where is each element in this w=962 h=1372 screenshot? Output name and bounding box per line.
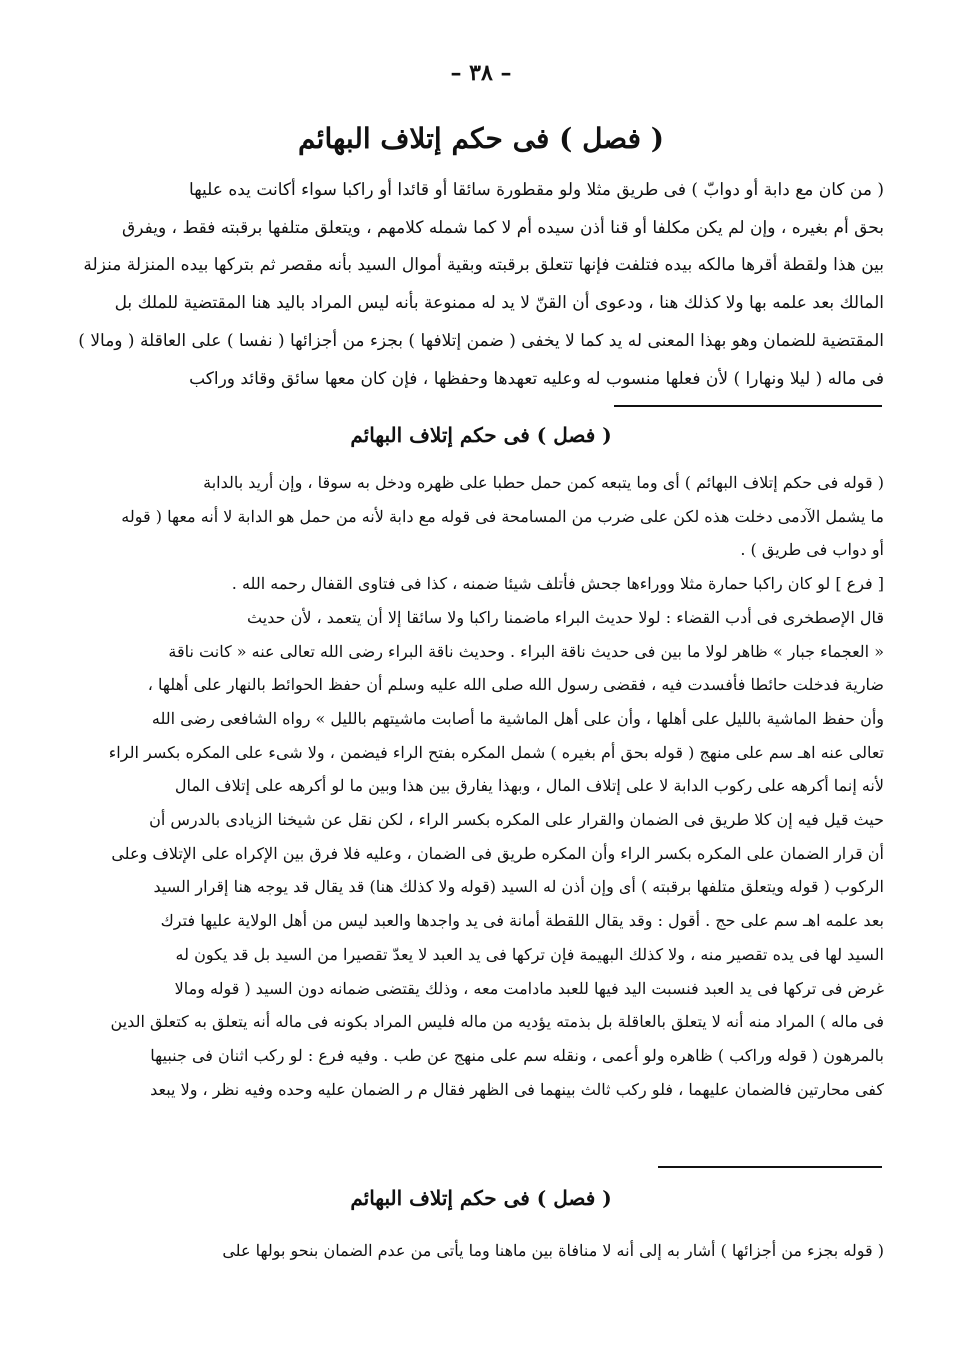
text-line: [ فرع ] لو كان راكبا حمارة مثلا ووراءها جحش فأتلف شيئا ضمنه ، كذا فى فتاوى القفال رحمه الله .	[231, 574, 884, 594]
text-line: ( قوله فى حكم إتلاف البهائم ) أى وما يتبعه كمن حمل حطبا على ظهره ودخل به سوقا ، وإن أريد بالدابة	[203, 473, 884, 492]
text-line: بالمرهون ( قوله وراكب ) ظاهره ولو أعمى ، ونقله سم على منهج عن طب . وفيه فرع : لو ركب اثنان فى جنبيها	[150, 1045, 884, 1065]
text-line: لأنه إنما أكرهه على ركوب الدابة لا على إتلاف المال ، وبهذا يفارق بين هذا وبين ما لو أكرهه على إتلاف المال	[174, 776, 884, 796]
text-line: كفى محارتين فالضمان عليهما ، فلو ركب ثالث بينهما فى الظهر فقال م ر الضمان عليه وحده وفيه نظر ، ولا يبعد	[150, 1079, 884, 1099]
hashiya-section-title: ( فصل ) فى حكم إتلاف البهائم	[350, 423, 612, 447]
text-line: السيد لها فى يده تقصير منه ، ولا كذلك البهيمة فإن تركها فى يد العبد لا يعدّ تقصيرا من السيد بل قد يكون له	[175, 944, 884, 964]
hashiya2-section-title: ( فصل ) فى حكم إتلاف البهائم	[350, 1186, 612, 1210]
matn-text	[78, 172, 884, 398]
text-line: أو دواب فى طريق ) .	[740, 540, 884, 560]
text-line: ( قوله بجزء من أجزائها ) أشار به إلى أنه لا منافاة بين ماهنا وما يأتى من عدم الضمان بنحو بولها على	[222, 1241, 884, 1260]
text-line: فى ماله ( ليلا ونهارا ) لأن فعلها منسوب له وعليه تعهدها وحفظها ، فإن كان معها سائق وقائد وراكب	[189, 368, 884, 389]
text-line: المالك بعد علمه بها ولا كذلك هنا ، ودعوى أن القنّ لا يد له ممنوعة بأنه ليس المراد باليد هنا المقتضية للملك بل	[114, 293, 884, 314]
text-line: ضارية فدخلت حائطا فأفسدت فيه ، فقضى رسول الله صلى الله عليه وسلم أن حفظ الحوائط بالنهار على أهلها ،	[147, 675, 884, 695]
text-line: بين هذا ولقطة أقرها مالكه بيده فتلفت فإنها تتعلق برقبته وبقية أموال السيد بأنه مقصر ثم بتركها بيده المنزلة منزلة	[83, 255, 884, 276]
divider-rule	[614, 405, 882, 407]
matn-section-title: ( فصل ) فى حكم إتلاف البهائم	[298, 122, 664, 155]
text-line: غرض فى تركها فى يد العبد فنسبت اليد فيها للعبد مادامت معه ، وذلك يقتضى ضمانه دون السيد ( قوله ومالا	[174, 978, 884, 998]
text-line: أن قرار الضمان على المكره بكسر الراء وأن المكره طريق فى الضمان ، وعليه فلا فرق بين الإكراه على الإتلاف وعلى	[111, 843, 884, 863]
text-line: تعالى عنه اهـ سم على منهج ( قوله بحق أم بغيره ) شمل المكره بفتح الراء فيضمن ، ولا شىء على المكره بكسر الراء	[108, 742, 884, 762]
text-line: « العجماء جبار » ظاهر لولا ما بين فى حديث ناقة البراء . وحديث ناقة البراء رضى الله تعالى عنه « كانت ناقة	[168, 641, 884, 661]
hashiya-text	[78, 466, 884, 1106]
divider-rule	[658, 1166, 882, 1168]
text-line: بحق أم بغيره ، وإن لم يكن مكلفا أو قنا أذن سيده أم لا كما شمله كلامهم ، ويتعلق متلفها برقبته فقط ، ويفرق	[122, 217, 884, 238]
text-line: ( من كان مع دابة أو دوابّ ) فى طريق مثلا ولو مقطورة سائقا أو قائدا أو راكبا سواء أكانت يده عليها	[189, 180, 884, 200]
text-line: وأن حفظ الماشية بالليل على أهلها ، وأن على أهل الماشية ما أصابت ماشيتهم بالليل » رواه الشافعى رضى الله	[151, 708, 884, 728]
text-line: ما يشمل الآدمى دخلت هذه لكن على ضرب من المسامحة فى قوله مع دابة لأنه من حمل هو الدابة لا أنه معها ( قوله	[121, 506, 884, 526]
text-line: المقتضية للضمان وهو بهذا المعنى له يد كما لا يخفى ( ضمن إتلافها ) بجزء من أجزائها ( نفسا ) على العاقلة ( ومالا )	[78, 330, 884, 351]
text-line: فى ماله ) المراد منه أنه لا يتعلق بالعاقلة بل بذمته يؤديه من ماله فليس المراد بكونه فى ماله أنه يتعلق به كتعلق الدين	[110, 1012, 884, 1032]
text-line: الركوب ( قوله ويتعلق متلفها برقبته ) أى وإن أذن له السيد (قوله ولا كذلك هنا) قد يقال قد يوجه هنا إقرار السيد	[153, 877, 884, 897]
text-line: حيث قيل فيه إن كلا طريق فى الضمان والقرار على المكره بكسر الراء ، لكن نقل عن شيخنا الزيادى بالدرس أن	[149, 810, 884, 830]
text-line: قال الإصطخرى فى أدب القضاء : لولا حديث البراء ماضمنا راكبا ولا سائقا إلا أن يتعمد ، لأن حديث	[247, 607, 884, 627]
page-number: – ٣٨ –	[450, 60, 512, 86]
hashiya2-text	[78, 1235, 884, 1267]
text-line: بعد علمه اهـ سم على حج . أقول : وقد يقال اللقطة أمانة فى يد واجدها والعبد ليس من أهل الولاية عليها فترك	[160, 911, 884, 931]
